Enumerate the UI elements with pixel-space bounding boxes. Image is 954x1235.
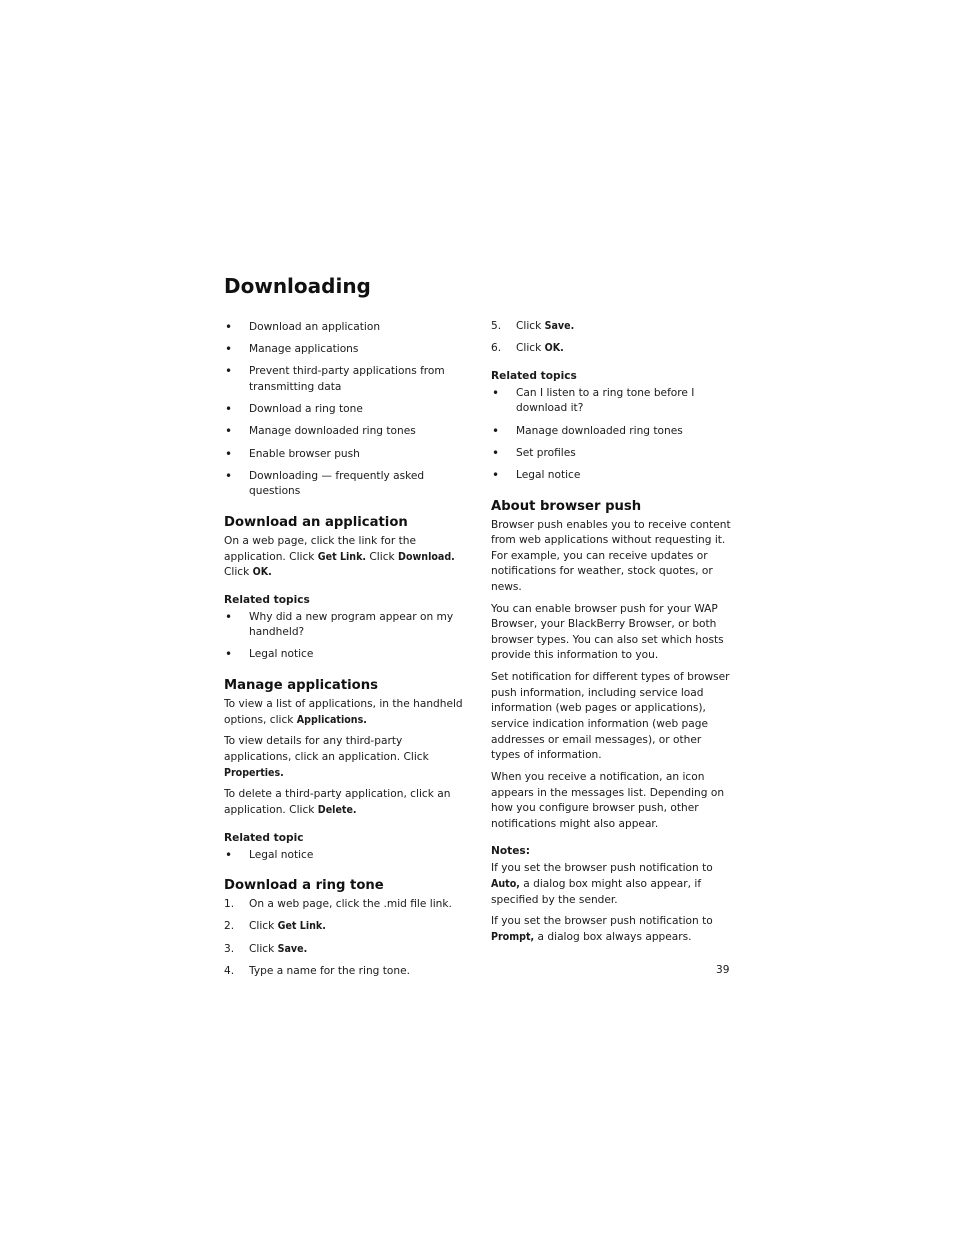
related-link[interactable]: • Legal notice (224, 647, 464, 663)
notes-heading: Notes: (491, 845, 530, 858)
step (224, 964, 464, 980)
step-number: 1. (224, 898, 235, 911)
note (491, 914, 731, 945)
related-link[interactable]: • Why did a new program appear on my handheld? (224, 610, 464, 641)
related-link[interactable]: • Can I listen to a ring tone before I download it? (491, 386, 731, 417)
topic-list (224, 320, 464, 500)
step-text: Type a name for the ring tone. (249, 964, 410, 977)
paragraph (224, 534, 464, 581)
step-number: 5. (491, 320, 502, 332)
related-link[interactable]: • Set profiles (491, 446, 731, 462)
ui-term: Prompt, (491, 930, 535, 943)
ui-term: Save. (277, 942, 308, 955)
paragraph: Browser push enables you to receive content from web applications without requesting it. For example, you can receive updates or notifications for weather, stock quotes, or news. (491, 518, 731, 593)
topic-link-download-ring-tone[interactable]: • Download a ring tone (224, 402, 464, 418)
step-number: 6. (491, 342, 502, 355)
ui-term: Download. (398, 550, 455, 563)
text: To view details for any third-party applications, click an application. Click (224, 735, 429, 764)
step-text: On a web page, click the .mid file link. (249, 898, 452, 911)
step-number: 3. (224, 942, 235, 955)
related-topics-heading: Related topics (224, 593, 310, 606)
ui-term: Save. (544, 320, 575, 332)
related-topics-list (491, 386, 731, 484)
ui-term: Properties. (224, 766, 284, 779)
topic-link-prevent-third-party[interactable]: • Prevent third-party applications from transmitting data (224, 364, 464, 395)
step (491, 341, 731, 357)
related-topics-list (224, 610, 464, 663)
text: If you set the browser push notification to (491, 862, 713, 875)
related-link[interactable]: • Legal notice (224, 848, 464, 864)
ui-term: Get Link. (277, 920, 326, 933)
topic-link-enable-browser-push[interactable]: • Enable browser push (224, 447, 464, 463)
section-heading-download-application: Download an application (224, 514, 408, 530)
ui-term: Auto, (491, 877, 520, 890)
ui-term: OK. (544, 342, 564, 355)
ui-term: Delete. (317, 804, 357, 816)
step-number: 4. (224, 964, 235, 977)
step (224, 942, 464, 958)
step-number: 2. (224, 920, 235, 933)
steps-list (224, 897, 464, 979)
paragraph (224, 697, 464, 728)
step (224, 919, 464, 935)
text: Click (224, 566, 253, 579)
topic-link-manage-ring-tones[interactable]: • Manage downloaded ring tones (224, 424, 464, 440)
page-number: 39 (716, 964, 730, 976)
section-heading-download-ring-tone: Download a ring tone (224, 878, 384, 894)
topic-link-faq[interactable]: • Downloading — frequently asked questions (224, 469, 464, 500)
note (491, 861, 731, 908)
text: To view a list of applications, in the handheld options, click (224, 698, 463, 726)
step-text: Click (516, 342, 545, 355)
text: a dialog box might also appear, if specified by the sender. (491, 877, 702, 906)
related-topics-heading: Related topics (491, 369, 577, 382)
paragraph (224, 734, 464, 781)
page-title: Downloading (224, 274, 371, 298)
step-text: Click (249, 920, 278, 933)
paragraph: You can enable browser push for your WAP Browser, your BlackBerry Browser, or both browser types. You can also set which hosts provide this information to you. (491, 602, 724, 662)
paragraph: When you receive a notification, an icon appears in the messages list. Depending on how you configure browser push, other notifications might also appear. (491, 771, 725, 830)
text: To delete a third-party application, click an application. Click (224, 788, 451, 816)
right-column (491, 319, 731, 952)
steps-list-continued (491, 319, 731, 357)
topic-link-download-application[interactable]: • Download an application (224, 320, 464, 336)
paragraph: Set notification for different types of browser push information, including service load information (web pages or applications), service indication information (web page addresses or email messages), or other types of information. (491, 671, 730, 762)
topic-link-manage-applications[interactable]: • Manage applications (224, 342, 464, 358)
paragraph (224, 787, 464, 818)
step (224, 897, 464, 913)
related-link[interactable]: • Legal notice (491, 468, 731, 484)
section-heading-manage-applications: Manage applications (224, 678, 378, 694)
text: Click (366, 550, 399, 563)
related-topic-heading: Related topic (224, 831, 304, 844)
step-text: Click (249, 942, 278, 955)
step (491, 319, 731, 335)
text: On a web page, click the link for the application. Click (224, 534, 416, 563)
left-column (224, 320, 464, 986)
text: If you set the browser push notification to (491, 915, 713, 928)
related-link[interactable]: • Manage downloaded ring tones (491, 424, 731, 440)
ui-term: OK. (252, 566, 272, 579)
ui-term: Applications. (296, 713, 367, 726)
text: a dialog box always appears. (534, 930, 692, 943)
related-topics-list (224, 848, 464, 864)
section-heading-about-browser-push: About browser push (491, 498, 642, 514)
ui-term: Get Link. (317, 550, 367, 563)
step-text: Click (516, 320, 545, 332)
